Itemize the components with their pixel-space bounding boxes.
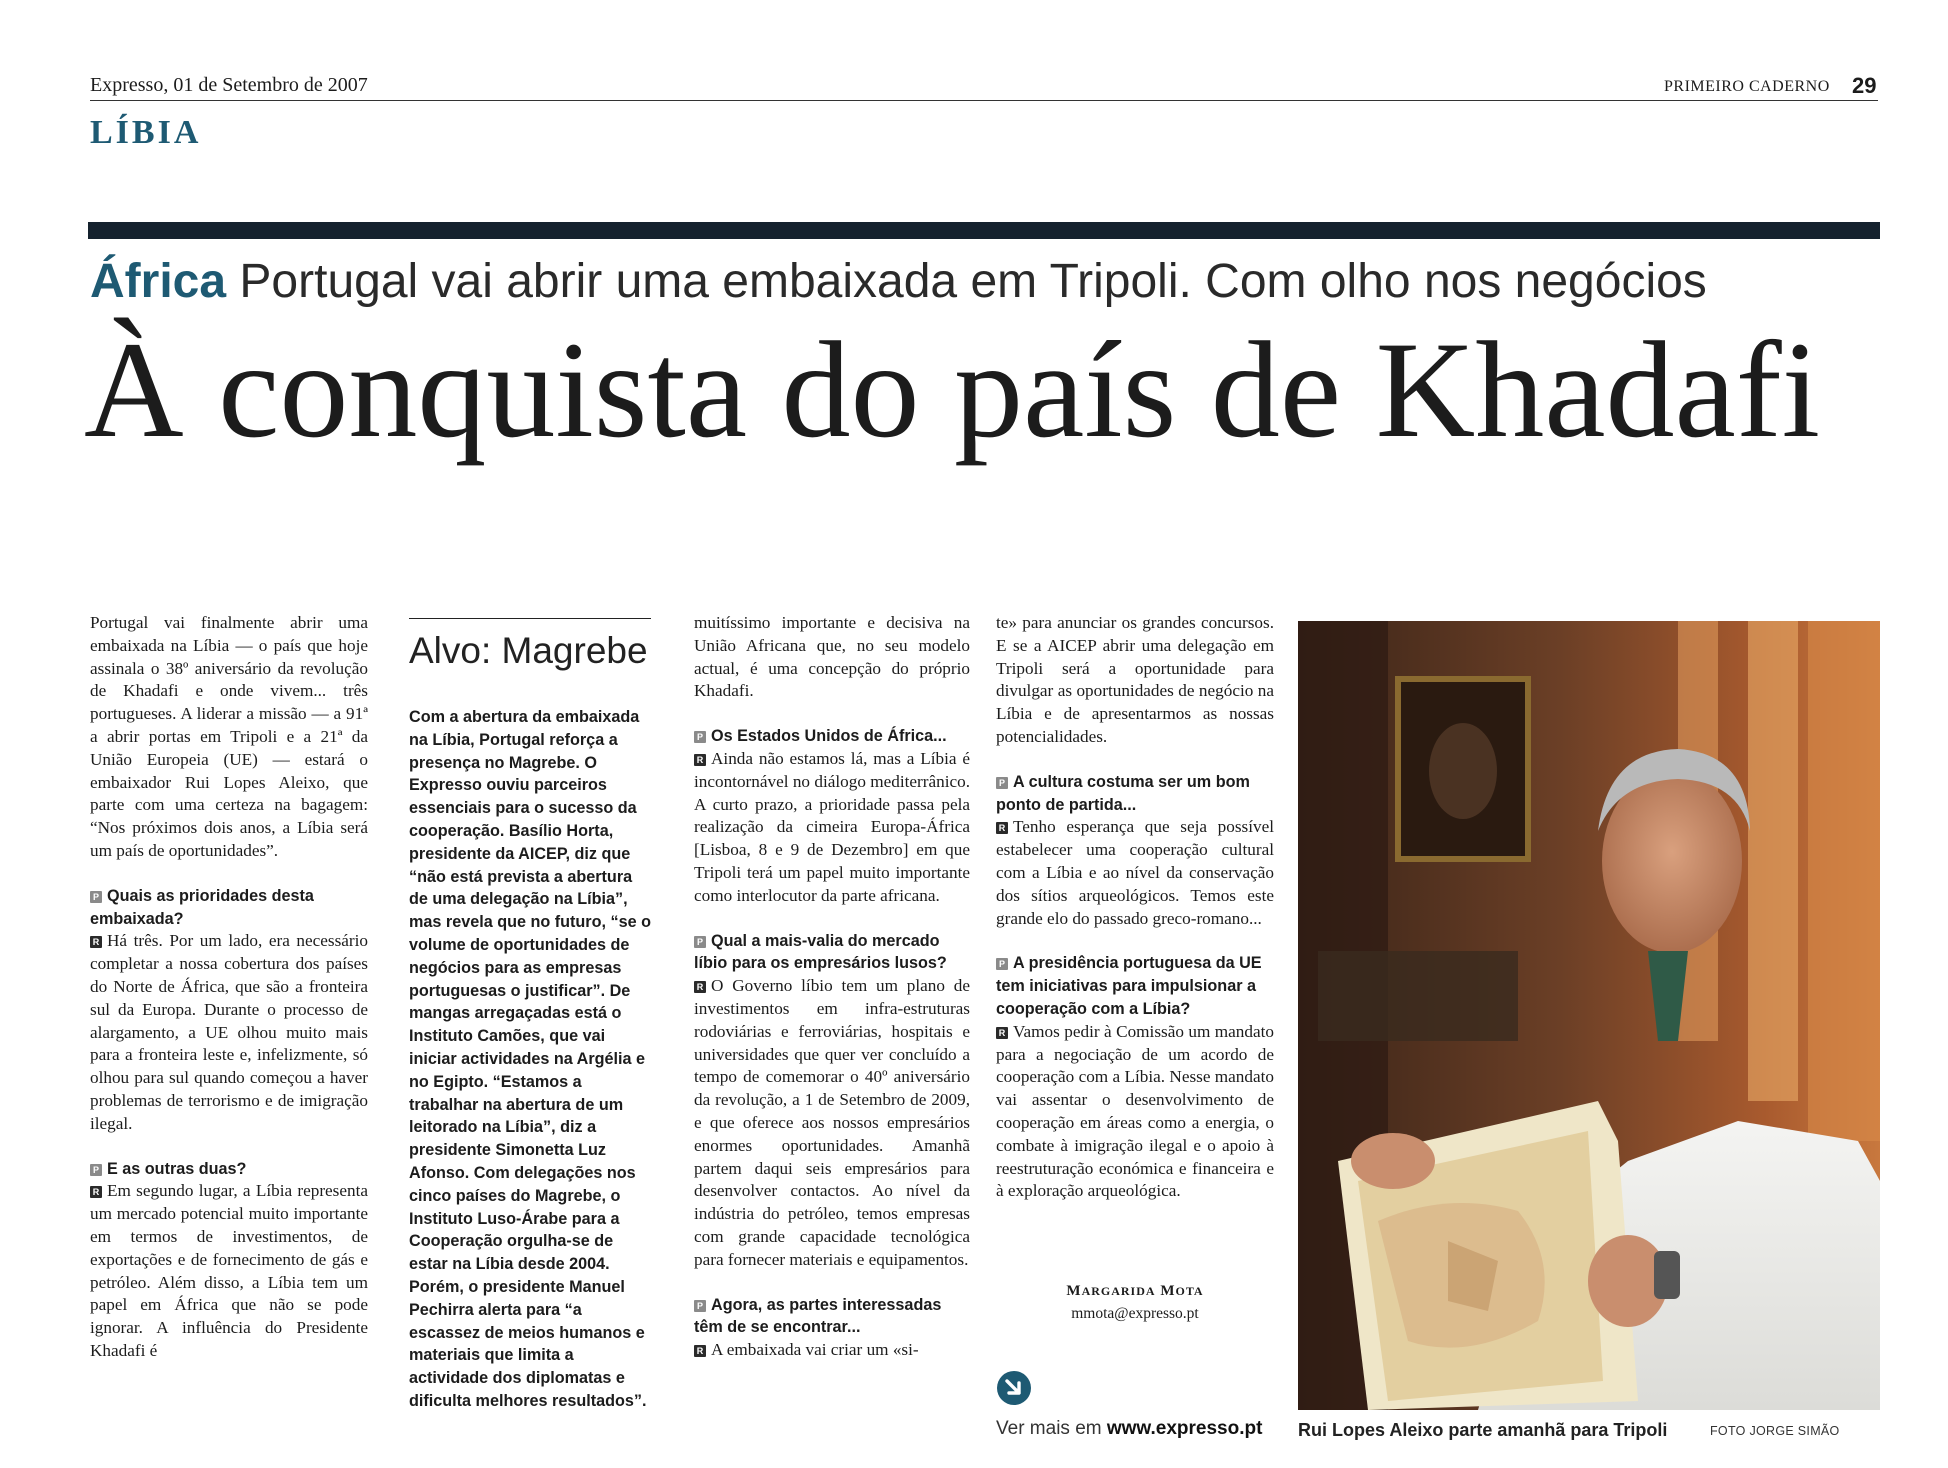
- kicker-tag: África: [90, 255, 227, 308]
- issue-date: Expresso, 01 de Setembro de 2007: [90, 74, 368, 96]
- masthead-rule: [90, 100, 1878, 101]
- answer: R A embaixada vai criar um «si-: [694, 1339, 970, 1362]
- question-marker-icon: P: [90, 1164, 102, 1176]
- question-marker-icon: P: [996, 958, 1008, 970]
- answer-marker-icon: R: [90, 936, 102, 948]
- answer: R Ainda não estamos lá, mas a Líbia é incontornável no diálogo mediterrânico. A curto prazo, a prioridade passa pela realização da cimeira Europa-África [Lisboa, 8 e 9 de Dezembro] em que Tripoli terá um papel muito importante como interlocutor da parte africana.: [694, 748, 970, 905]
- answer-marker-icon: R: [996, 822, 1008, 834]
- question-marker-icon: P: [694, 1300, 706, 1312]
- question: P A cultura costuma ser um bom ponto de partida...: [996, 772, 1250, 814]
- article-column-3: [694, 612, 970, 1362]
- answer: R O Governo líbio tem um plano de investimentos em infra-estruturas rodoviárias e ferroviárias, hospitais e universidades que quer ver concluído a tempo de comemorar o 40º aniversário da revolução, a 1 de Setembro de 2009, e que oferece aos nossos empresários enormes oportunidades. Amanhã partem daqui seis empresários para desenvolver contactos. Ao nível da indústria do petróleo, temos empresas com grande capacidade tecnológica para fornecer materiais e equipamentos.: [694, 976, 970, 1269]
- answer: R Tenho esperança que seja possível estabelecer uma cooperação cultural com a Líbia e ao nível da conservação dos sítios arqueológicos. Temos este grande elo do passado greco-romano...: [996, 817, 1274, 928]
- continued-paragraph: te» para anunciar os grandes concursos. E se a AICEP abrir uma delegação em Tripoli será a oportunidade para divulgar as oportunidades de negócio na Líbia e de apresentarmos as nossas potencialidades.: [996, 613, 1274, 746]
- photo-caption: Rui Lopes Aleixo parte amanhã para Tripoli: [1298, 1420, 1668, 1440]
- kicker: [90, 254, 1707, 309]
- sidebar-title: Alvo: Magrebe: [409, 630, 648, 671]
- question: P Quais as prioridades desta embaixada?: [90, 886, 314, 928]
- arrow-link-icon[interactable]: [996, 1370, 1032, 1406]
- sidebar-rule: [409, 618, 651, 619]
- more-link[interactable]: Ver mais em www.expresso.pt: [996, 1418, 1263, 1439]
- question: P Agora, as partes interessadas têm de se encontrar...: [694, 1295, 942, 1337]
- headline: À conquista do país de Khadafi: [84, 313, 1821, 466]
- headline-bar: [88, 222, 1880, 239]
- answer: R Em segundo lugar, a Líbia representa um mercado potencial muito importante em termos de investimentos, de exportações e de fornecimento de gás e petróleo. Além disso, a Líbia tem um papel em África que não se pode ignorar. A influência do Presidente Khadafi é: [90, 1181, 368, 1360]
- answer: R Há três. Por um lado, era necessário completar a nossa cobertura dos países do Norte de África, que são a fronteira sul da Europa. Durante o processo de alargamento, a UE olhou muito mais para a fronteira leste e, infelizmente, só olhou para sul quando começou a haver problemas de terrorismo e de imigração ilegal.: [90, 931, 368, 1133]
- section-rubric: LÍBIA: [90, 114, 202, 151]
- question: P Qual a mais-valia do mercado líbio para os empresários lusos?: [694, 931, 947, 973]
- article-column-4: [996, 612, 1274, 1203]
- answer-marker-icon: R: [694, 981, 706, 993]
- intro-paragraph: Portugal vai finalmente abrir uma embaixada na Líbia — o país que hoje assinala o 38º aniversário da revolução de Khadafi e onde vivem... três portugueses. A liderar a missão — a 91ª a abrir portas em Tripoli e a 21ª da União Europeia (UE) — estará o embaixador Rui Lopes Aleixo, que parte com uma certeza na bagagem: “Nos próximos dois anos, a Líbia será um país de oportunidades”.: [90, 613, 368, 860]
- question: P Os Estados Unidos de África...: [694, 725, 970, 748]
- sidebar-body: Com a abertura da embaixada na Líbia, Portugal reforça a presença no Magrebe. O Expresso ouviu parceiros essenciais para o sucesso da cooperação. Basílio Horta, presidente da AICEP, diz que “não está prevista a abertura de uma delegação na Líbia”, mas revela que no futuro, “se o volume de oportunidades de negócios para as empresas portuguesas o justificar”. De mangas arregaçadas está o Instituto Camões, que vai iniciar actividades na Argélia e no Egipto. “Estamos a trabalhar na abertura de um leitorado na Líbia”, diz a presidente Simonetta Luz Afonso. Com delegações nos cinco países do Magrebe, o Instituto Luso-Árabe para a Cooperação orgulha-se de estar na Líbia desde 2004. Porém, o presidente Manuel Pechirra alerta para “a escassez de meios humanos e materiais que limita a actividade dos diplomatas e dificulta melhores resultados”.: [409, 708, 651, 1410]
- answer: R Vamos pedir à Comissão um mandato para a negociação de um acordo de cooperação com a Líbia. Nesse mandato vai assentar o desenvolvimento de cooperação em áreas como a energia, o combate à imigração ilegal e o apoio à reestruturação económica e financeira e à exploração arqueológica.: [996, 1021, 1274, 1201]
- question: P A presidência portuguesa da UE tem iniciativas para impulsionar a cooperação com a Líbia?: [996, 954, 1262, 1018]
- photo-credit: FOTO JORGE SIMÃO: [1710, 1424, 1840, 1438]
- answer-marker-icon: R: [996, 1027, 1008, 1039]
- article-column-1: [90, 612, 368, 1363]
- kicker-text: Portugal vai abrir uma embaixada em Tripoli. Com olho nos negócios: [239, 255, 1707, 308]
- question-marker-icon: P: [694, 731, 706, 743]
- author-email: mmota@expresso.pt: [1071, 1305, 1199, 1322]
- answer-marker-icon: R: [694, 754, 706, 766]
- section-name: PRIMEIRO CADERNO: [1664, 78, 1830, 95]
- question-marker-icon: P: [694, 936, 706, 948]
- portrait-photo: [1298, 621, 1880, 1410]
- continued-paragraph: muitíssimo importante e decisiva na União Africana que, no seu modelo actual, é uma concepção do próprio Khadafi.: [694, 613, 970, 701]
- answer-marker-icon: R: [694, 1345, 706, 1357]
- byline: MARGARIDA MOTA: [1066, 1283, 1204, 1299]
- website-link[interactable]: www.expresso.pt: [1106, 1418, 1263, 1439]
- question-marker-icon: P: [90, 891, 102, 903]
- question: P E as outras duas?: [90, 1158, 368, 1181]
- question-marker-icon: P: [996, 777, 1008, 789]
- page-number: 29: [1852, 73, 1877, 98]
- answer-marker-icon: R: [90, 1186, 102, 1198]
